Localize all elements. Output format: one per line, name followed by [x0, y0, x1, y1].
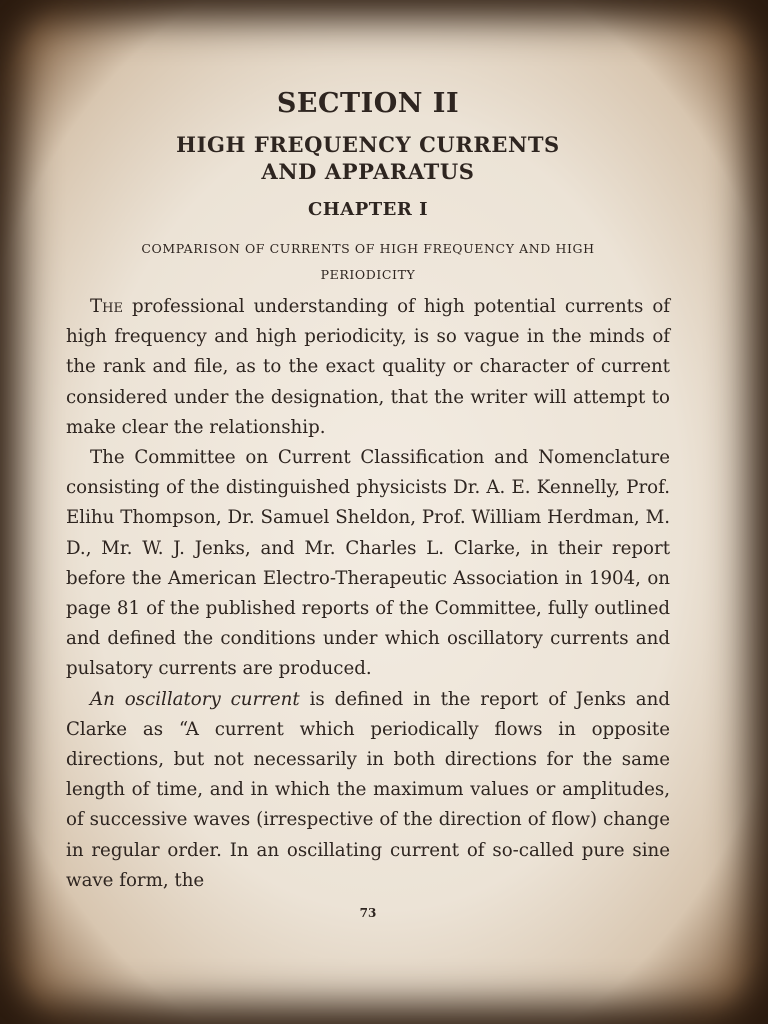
chapter-title: [66, 236, 670, 288]
chapter-title-line2: PERIODICITY: [320, 267, 416, 282]
paragraph-1-text: professional understanding of high potential currents of high frequency and high periodicity, is so vague in the minds of the rank and file, as to the exact quality or character of current considered under the designation, that the writer will attempt to make clear the relationship.: [66, 296, 670, 438]
section-subtitle: [66, 131, 670, 185]
chapter-heading: CHAPTER I: [307, 199, 429, 220]
paragraph-3-text: is defined in the report of Jenks and Clarke as “A current which periodically flows in opposite directions, but not necessarily in both directions for the same length of time, and in which the maximum values or amplitudes, of successive waves (irrespective of the direction of flow) change in regular order. In an oscillating current of so-called pure sine wave form, the: [66, 688, 670, 891]
paragraph-3-italic-term: An oscillatory current: [90, 688, 300, 710]
section-heading: SECTION II: [276, 88, 460, 119]
page-number: 73: [359, 906, 377, 921]
paragraph-3: [66, 685, 670, 896]
paragraph-1: [66, 292, 670, 443]
paragraph-1-lead-word: The: [90, 296, 123, 317]
paragraph-2: The Committee on Current Classification and Nomenclature consisting of the distinguished physicists Dr. A. E. Kennelly, Prof. Elihu Thompson, Dr. Samuel Sheldon, Prof. William Herdman, M. D., Mr. W. J. Jenks, and Mr. Charles L. Clarke, in their report before the American Electro-Therapeutic Association in 1904, on page 81 of the published reports of the Committee, fully outlined and defined the conditions under which oscillatory currents and pulsatory currents are produced.: [66, 447, 670, 680]
section-subtitle-line2: AND APPARATUS: [261, 159, 475, 184]
book-page: [66, 82, 670, 920]
chapter-title-line1: COMPARISON OF CURRENTS OF HIGH FREQUENCY AND HIGH: [141, 241, 595, 256]
section-subtitle-line1: HIGH FREQUENCY CURRENTS: [176, 132, 560, 157]
